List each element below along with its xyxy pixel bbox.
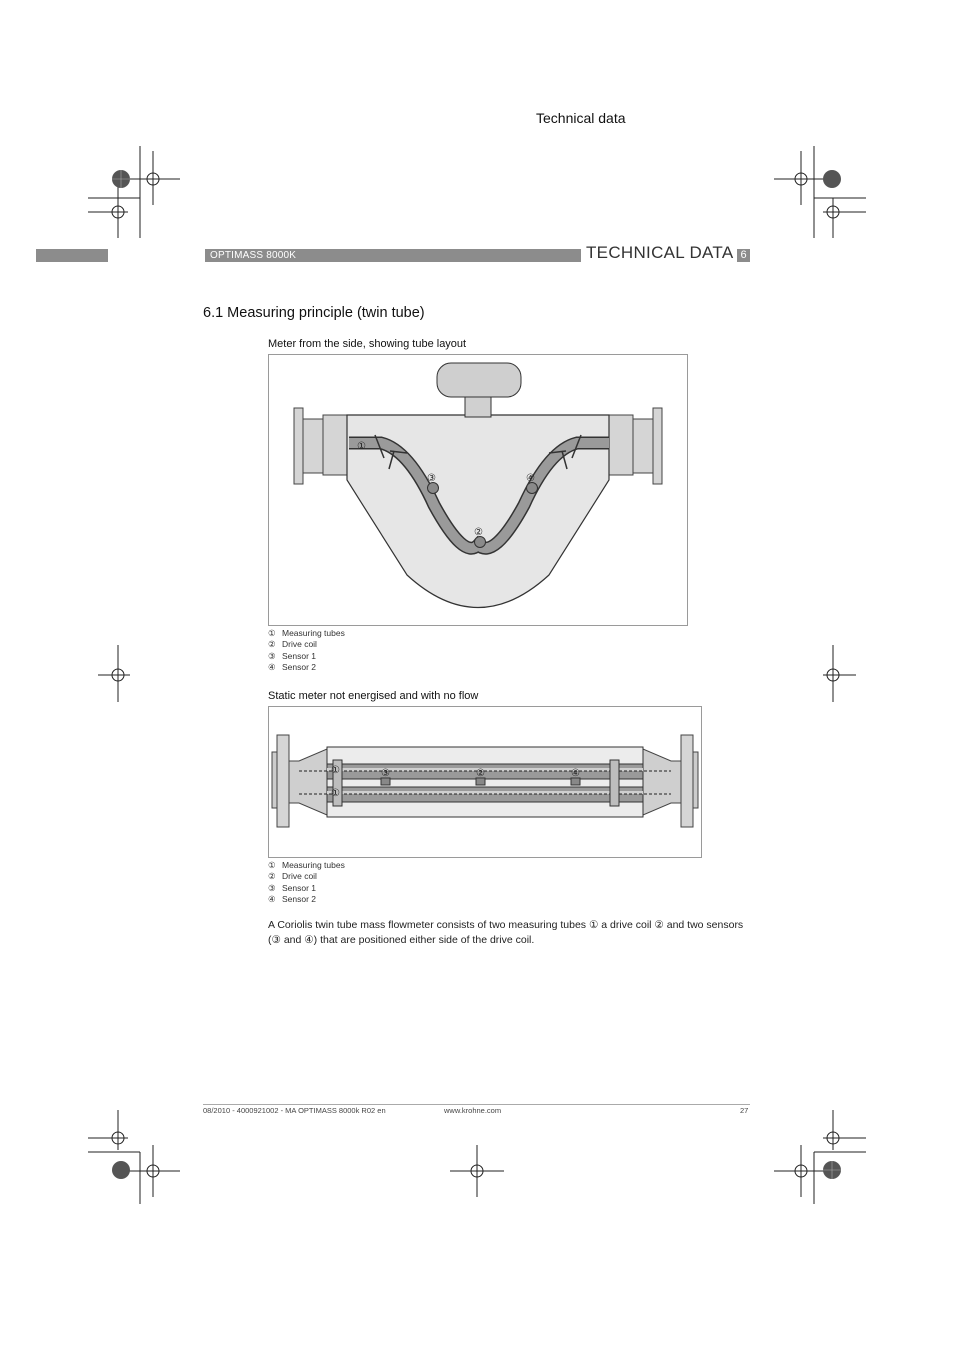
figure2-legend <box>268 860 345 906</box>
section-title: 6.1 Measuring principle (twin tube) <box>203 305 425 321</box>
legend-number: ① <box>268 628 276 638</box>
sensor-2-dot <box>527 483 538 494</box>
body-paragraph: A Coriolis twin tube mass flowmeter consists of two measuring tubes ① a drive coil ② and two sensors (③ and ④) that are positioned either side of the drive coil. <box>268 919 744 946</box>
flange-left <box>294 408 303 484</box>
legend-label: Sensor 1 <box>282 650 317 661</box>
marker-1-lower: ① <box>331 788 340 799</box>
flange-left <box>277 735 289 827</box>
flange-right <box>653 408 662 484</box>
legend-number: ④ <box>268 894 276 905</box>
legend-number: ③ <box>268 650 276 661</box>
marker-4: ④ <box>526 473 535 484</box>
footer-doc-id: 08/2010 - 4000921002 - MA OPTIMASS 8000k R02 en <box>203 1106 386 1115</box>
header-bar-left <box>36 249 108 262</box>
header-bar <box>205 249 581 262</box>
legend-label: Sensor 2 <box>282 894 317 905</box>
side-view-diagram <box>269 355 687 625</box>
sensor-1 <box>381 778 390 785</box>
electronics-head <box>437 363 521 397</box>
chapter-number-badge: 6 <box>737 249 750 262</box>
drive-coil <box>476 778 485 785</box>
footer-website: www.krohne.com <box>444 1106 502 1115</box>
legend-item <box>268 894 345 905</box>
legend-label: Measuring tubes <box>282 860 345 870</box>
legend-number: ① <box>268 860 276 870</box>
legend-item <box>268 883 345 894</box>
figure1-box <box>268 354 688 626</box>
legend-item <box>268 662 345 673</box>
legend-label: Sensor 2 <box>282 662 317 673</box>
legend-number: ③ <box>268 882 276 893</box>
figure1-caption: Meter from the side, showing tube layout <box>268 338 467 350</box>
chapter-title: TECHNICAL DATA <box>586 243 734 262</box>
sensor-1-dot <box>428 483 439 494</box>
legend-number: ② <box>268 639 276 650</box>
legend-number: ② <box>268 871 276 882</box>
legend-label: Measuring tubes <box>282 628 345 638</box>
legend-item <box>268 628 345 639</box>
figure2-box <box>268 706 702 858</box>
drive-coil-dot <box>475 537 486 548</box>
legend-label: Drive coil <box>282 639 317 650</box>
product-name: OPTIMASS 8000K <box>210 250 297 261</box>
marker-2: ② <box>474 527 483 538</box>
marker-2: ② <box>476 768 485 779</box>
footer-rule <box>203 1104 750 1105</box>
marker-1-upper: ① <box>331 765 340 776</box>
figure1-legend <box>268 628 345 674</box>
running-header-title: Technical data <box>536 110 626 126</box>
legend-item <box>268 651 345 662</box>
legend-item <box>268 860 345 871</box>
footer-page-number: 27 <box>740 1106 749 1115</box>
flange-right <box>681 735 693 827</box>
marker-3: ③ <box>381 768 390 779</box>
legend-label: Sensor 1 <box>282 882 317 893</box>
marker-4: ④ <box>571 768 580 779</box>
figure2-caption: Static meter not energised and with no flow <box>268 690 479 702</box>
static-meter-diagram <box>269 707 701 857</box>
sensor-2 <box>571 778 580 785</box>
legend-item <box>268 871 345 882</box>
marker-1: ① <box>357 441 366 452</box>
marker-3: ③ <box>427 473 436 484</box>
legend-item <box>268 639 345 650</box>
legend-number: ④ <box>268 662 276 673</box>
legend-label: Drive coil <box>282 871 317 882</box>
